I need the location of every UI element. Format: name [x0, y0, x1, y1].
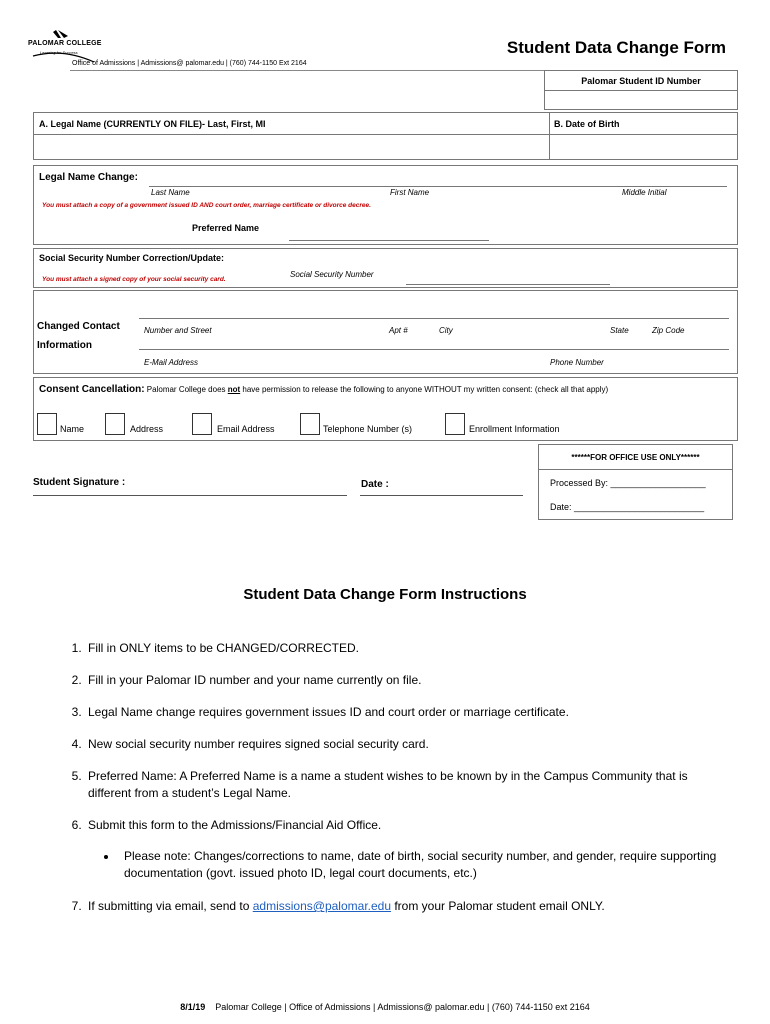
processed-by: Processed By: ___________________: [550, 478, 706, 488]
dob-field[interactable]: [552, 136, 734, 158]
signature-label: Student Signature :: [33, 477, 126, 488]
checkbox-name[interactable]: [37, 413, 57, 435]
street-caption: Number and Street: [144, 326, 212, 335]
footer-text: Palomar College | Office of Admissions | Admissions@ palomar.edu | (760) 744-1150 ext 2164: [215, 1002, 590, 1012]
contact-heading-1: Changed Contact: [37, 321, 120, 332]
state-caption: State: [610, 326, 629, 335]
legal-name-field[interactable]: [36, 136, 546, 158]
admissions-email-link[interactable]: admissions@palomar.edu: [252, 899, 392, 913]
checkbox-address[interactable]: [105, 413, 125, 435]
middle-initial-caption: Middle Initial: [622, 188, 667, 197]
city-caption: City: [439, 326, 453, 335]
option-email-label: Email Address: [217, 424, 275, 434]
ssn-line[interactable]: [406, 284, 610, 285]
checkbox-email[interactable]: [192, 413, 212, 435]
legal-name-change-heading: Legal Name Change:: [39, 172, 138, 183]
apt-caption: Apt #: [389, 326, 408, 335]
first-name-caption: First Name: [390, 188, 430, 197]
option-name-label: Name: [60, 424, 85, 434]
checkbox-enrollment[interactable]: [445, 413, 465, 435]
phone-caption: Phone Number: [550, 358, 604, 367]
student-id-field[interactable]: [547, 92, 735, 108]
instruction-item: 1. Fill in ONLY items to be CHANGED/CORRECTED.: [85, 640, 725, 657]
instructions-list: [50, 640, 725, 930]
instruction-item: 4. New social security number requires signed social security card.: [85, 736, 725, 753]
legal-name-label: A. Legal Name (CURRENTLY ON FILE)- Last, First, MI: [39, 119, 266, 129]
footer-date: 8/1/19: [180, 1002, 206, 1012]
legal-name-change-box: [33, 165, 738, 245]
legal-name-notice: You must attach a copy of a government issued ID AND court order, marriage certificate or divorce decree.: [42, 202, 371, 209]
contact-info-box: [33, 290, 738, 374]
page-title: Student Data Change Form: [506, 38, 726, 57]
ssn-notice: You must attach a signed copy of your social security card.: [42, 276, 226, 283]
logo-name: PALOMAR COLLEGE: [28, 40, 102, 47]
date-line[interactable]: [360, 495, 523, 496]
office-use-box: [538, 444, 733, 520]
dob-label: B. Date of Birth: [554, 119, 620, 129]
instruction-item: 6. Submit this form to the Admissions/Financial Aid Office. • Please note: Changes/corrections to name, date of birth, social security number, and gender, require supporting documentation (govt. issued photo ID, legal court documents, etc.): [85, 817, 725, 882]
header-contact: Office of Admissions | Admissions@ palomar.edu | (760) 744-1150 Ext 2164: [72, 60, 307, 67]
contact-heading-2: Information: [37, 340, 92, 351]
zip-caption: Zip Code: [652, 326, 685, 335]
instruction-item: 2. Fill in your Palomar ID number and your name currently on file.: [85, 672, 725, 689]
instruction-item: 3. Legal Name change requires government issues ID and court order or marriage certificate.: [85, 704, 725, 721]
consent-text: Consent Cancellation: Palomar College does not have permission to release the following to anyone WITHOUT my written consent: (check all that apply): [39, 384, 609, 395]
checkbox-telephone[interactable]: [300, 413, 320, 435]
instruction-note: • Please note: Changes/corrections to name, date of birth, social security number, and gender, require supporting documentation (govt. issued photo ID, legal court documents, etc.): [118, 848, 725, 882]
option-address-label: Address: [130, 424, 164, 434]
last-name-caption: Last Name: [151, 188, 190, 197]
ssn-caption: Social Security Number: [290, 270, 374, 279]
ssn-heading: Social Security Number Correction/Update:: [39, 253, 225, 263]
legal-name-box: [33, 112, 738, 160]
email-caption: E-Mail Address: [144, 358, 198, 367]
student-id-box: [544, 70, 738, 110]
ssn-box: [33, 248, 738, 288]
instructions-title: Student Data Change Form Instructions: [243, 586, 527, 603]
address-line[interactable]: [139, 318, 729, 319]
instruction-item-email: 7. If submitting via email, send to admissions@palomar.edu from your Palomar student email ONLY.: [85, 898, 725, 915]
email-phone-line[interactable]: [139, 349, 729, 350]
new-name-line[interactable]: [149, 186, 727, 187]
option-enrollment-label: Enrollment Information: [469, 424, 560, 434]
office-date: Date: __________________________: [550, 502, 705, 512]
footer: [0, 1002, 770, 1012]
instruction-item: 5. Preferred Name: A Preferred Name is a name a student wishes to be known by in the Campus Community that is different from a student’s Legal Name.: [85, 768, 725, 802]
office-use-heading: ******FOR OFFICE USE ONLY******: [571, 453, 700, 462]
preferred-name-label: Preferred Name: [192, 223, 260, 233]
signature-line[interactable]: [33, 495, 347, 496]
date-label: Date :: [361, 479, 389, 490]
option-telephone-label: Telephone Number (s): [323, 424, 413, 434]
preferred-name-line[interactable]: [289, 240, 489, 241]
student-id-label: Palomar Student ID Number: [581, 76, 701, 86]
logo-tagline: Learning for Success: [40, 50, 78, 55]
